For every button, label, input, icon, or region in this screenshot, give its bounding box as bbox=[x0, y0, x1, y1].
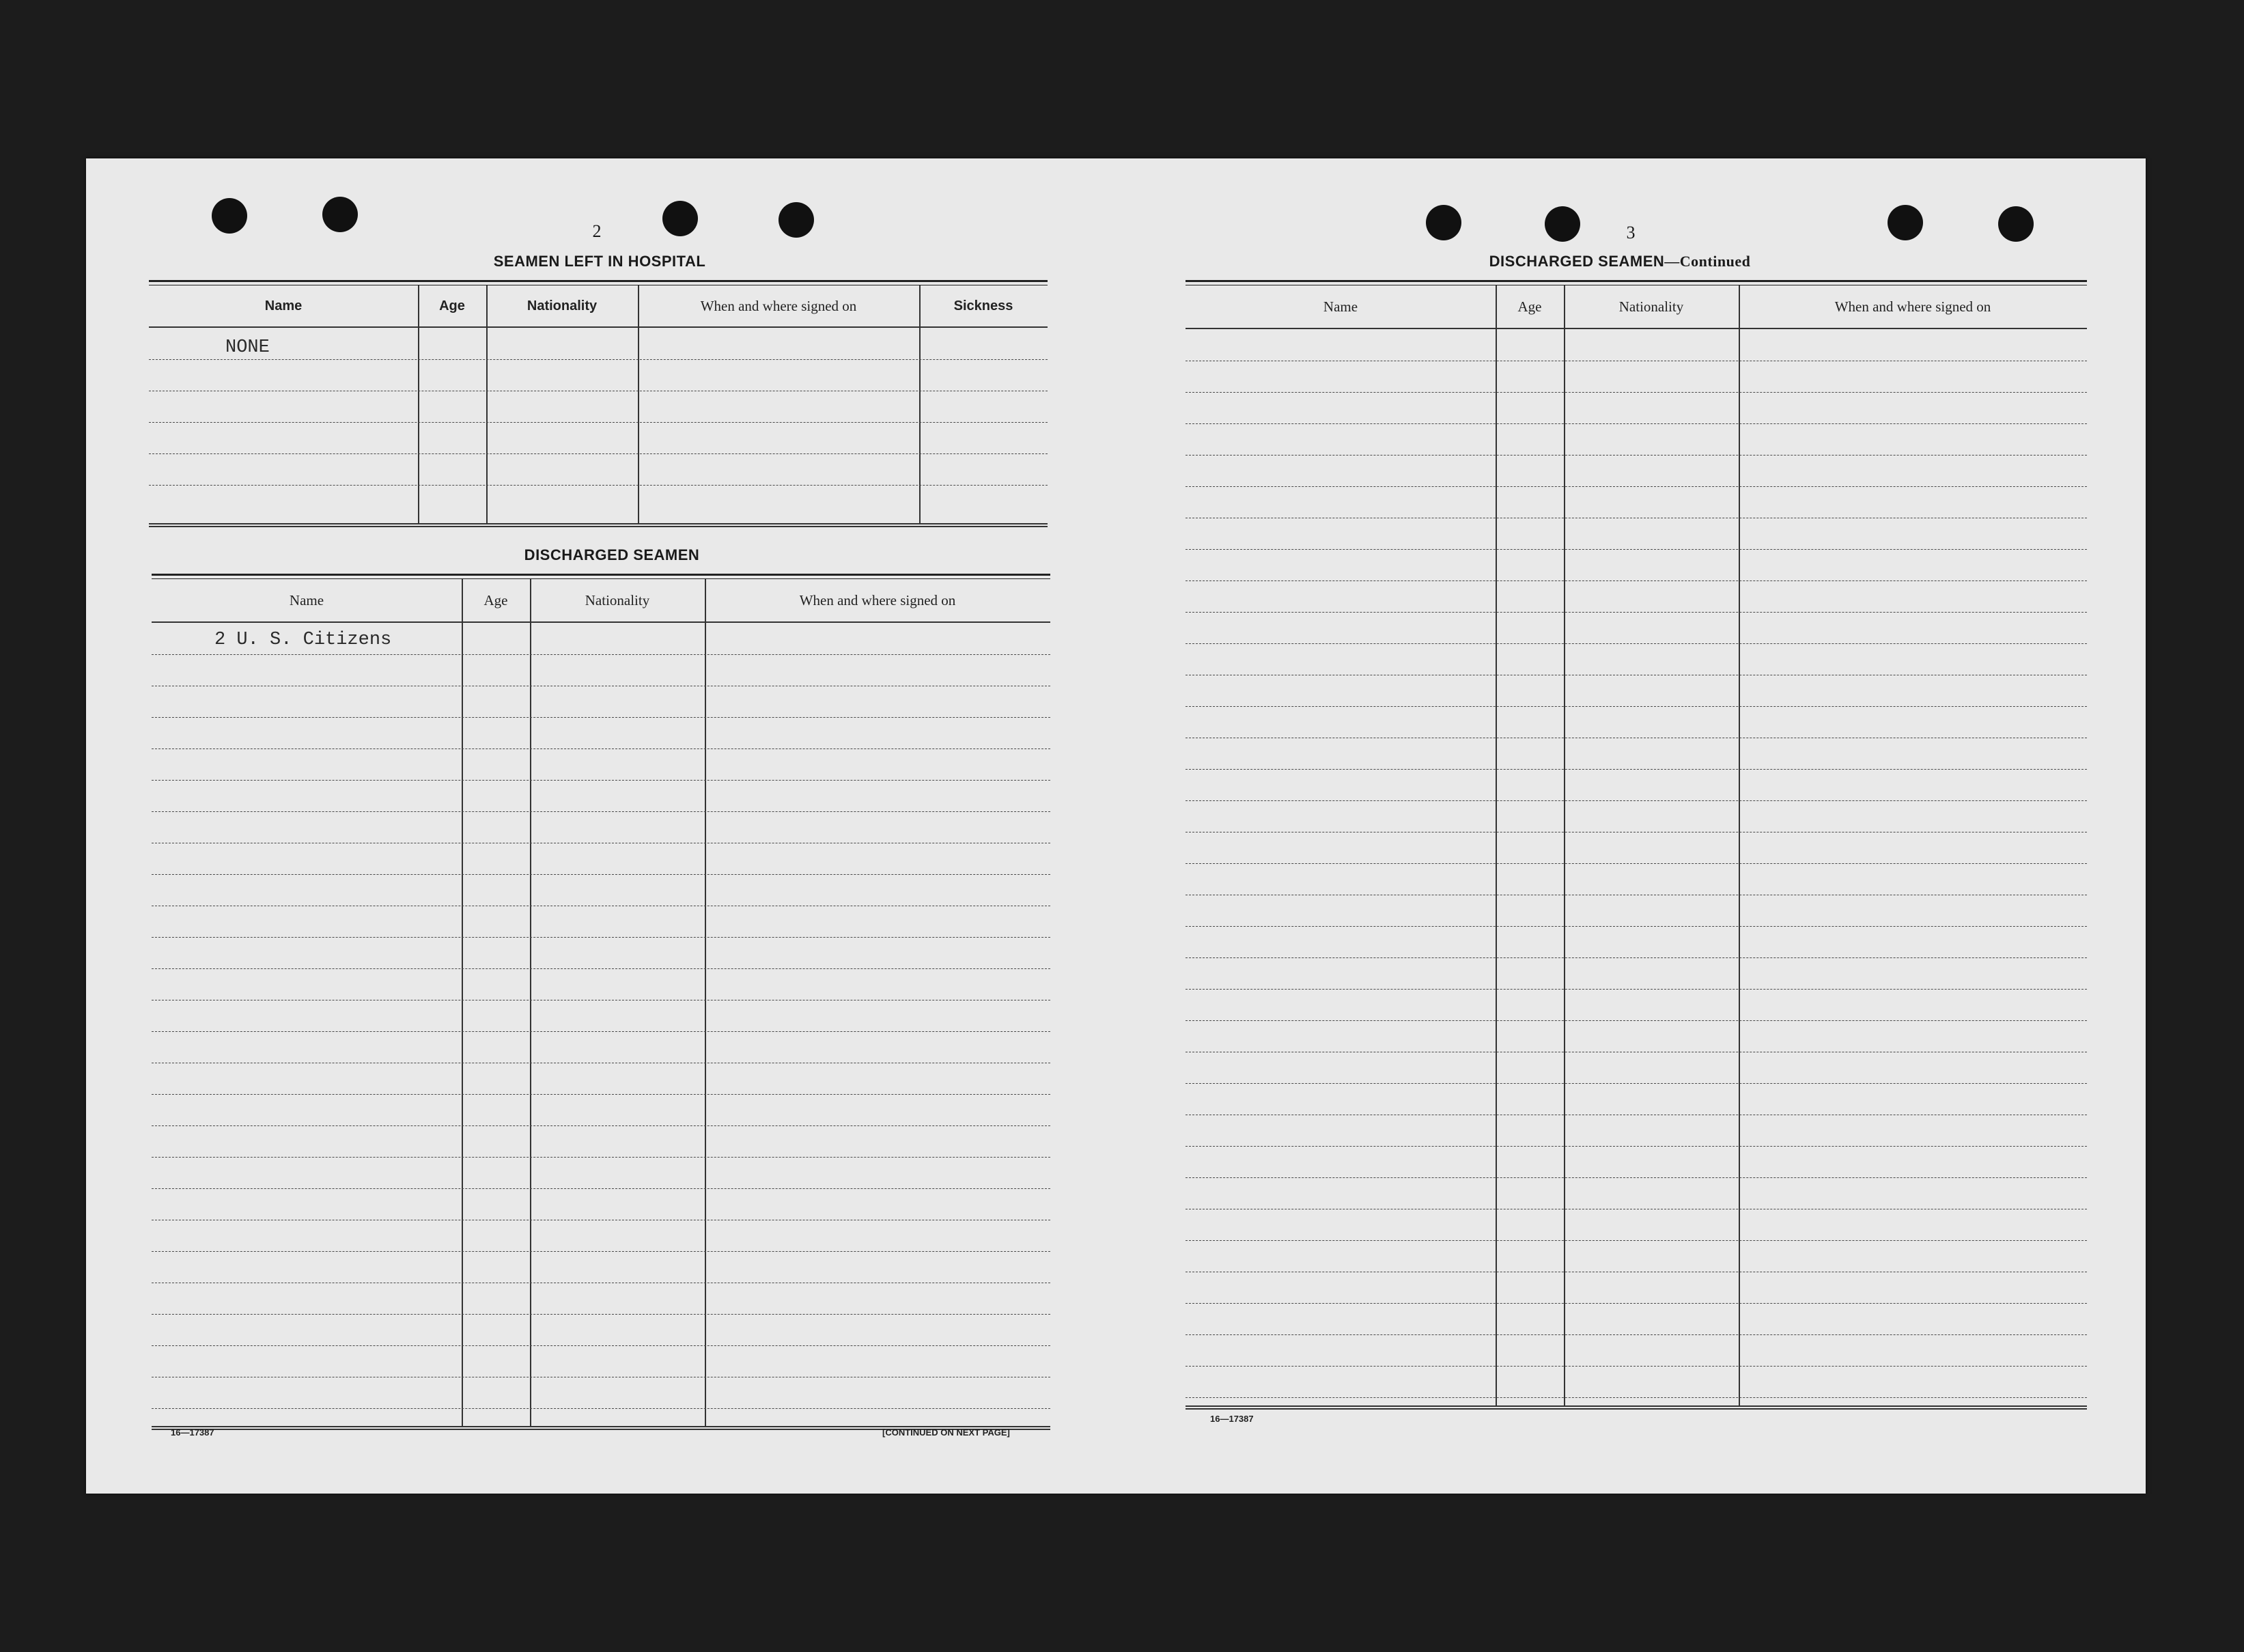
punch-hole bbox=[662, 201, 698, 236]
column-divider bbox=[418, 285, 419, 523]
column-header-signed-on: When and where signed on bbox=[1834, 298, 1991, 315]
table-header-row bbox=[152, 579, 1050, 623]
discharged-section-title: DISCHARGED SEAMEN bbox=[524, 546, 700, 563]
column-header-signed-on: When and where signed on bbox=[799, 591, 956, 608]
ruled-line bbox=[149, 485, 1048, 486]
table-top-rule bbox=[149, 280, 1048, 285]
discharged-table bbox=[152, 574, 1050, 1430]
ruled-line bbox=[1186, 612, 2087, 613]
ruled-line bbox=[152, 717, 1050, 718]
ruled-line bbox=[1186, 1240, 2087, 1241]
ruled-line bbox=[152, 1408, 1050, 1409]
punch-hole bbox=[212, 198, 247, 234]
column-header-name: Name bbox=[264, 298, 303, 313]
ruled-line bbox=[1186, 706, 2087, 707]
ruled-line bbox=[1186, 455, 2087, 456]
ruled-line bbox=[1186, 769, 2087, 770]
right-section-title bbox=[1489, 253, 1751, 270]
ruled-line bbox=[1186, 1177, 2087, 1178]
column-header-name: Name bbox=[1323, 298, 1358, 315]
ruled-line bbox=[149, 359, 1048, 360]
ruled-line bbox=[152, 1157, 1050, 1158]
discharged-continued-table bbox=[1186, 280, 2087, 1410]
column-header-nationality: Nationality bbox=[1618, 298, 1684, 315]
hospital-table bbox=[149, 280, 1048, 527]
right-section-title-text: DISCHARGED SEAMEN bbox=[1489, 253, 1665, 270]
ruled-line bbox=[1186, 1397, 2087, 1398]
ruled-line bbox=[1186, 643, 2087, 644]
column-header-sickness: Sickness bbox=[953, 298, 1013, 313]
table-header-row bbox=[149, 285, 1048, 328]
ruled-line bbox=[149, 453, 1048, 454]
right-section-title-continued: —Continued bbox=[1664, 253, 1751, 270]
column-divider bbox=[530, 579, 531, 1426]
column-header-signed-on: When and where signed on bbox=[700, 297, 857, 314]
ruled-line bbox=[1186, 863, 2087, 864]
column-divider bbox=[919, 285, 921, 523]
ruled-line bbox=[1186, 1366, 2087, 1367]
column-divider bbox=[1739, 285, 1740, 1405]
ruled-line bbox=[1186, 580, 2087, 581]
column-header-name: Name bbox=[289, 591, 324, 608]
ruled-line bbox=[1186, 1083, 2087, 1084]
form-code-left: 16—17387 bbox=[171, 1427, 214, 1438]
table-top-rule bbox=[152, 574, 1050, 579]
ruled-line bbox=[1186, 423, 2087, 424]
punch-hole bbox=[1545, 206, 1580, 242]
page-number-left: 2 bbox=[592, 221, 602, 241]
hospital-entry: NONE bbox=[225, 337, 270, 358]
punch-hole bbox=[1888, 205, 1923, 240]
form-code-right: 16—17387 bbox=[1210, 1414, 1254, 1424]
ruled-line bbox=[1186, 1146, 2087, 1147]
ruled-line bbox=[1186, 800, 2087, 801]
ruled-line bbox=[152, 748, 1050, 749]
column-header-age: Age bbox=[1517, 298, 1542, 315]
punch-hole bbox=[1426, 205, 1461, 240]
table-header-row bbox=[1186, 285, 2087, 329]
ruled-line bbox=[152, 1251, 1050, 1252]
hospital-section-title: SEAMEN LEFT IN HOSPITAL bbox=[493, 253, 706, 270]
ruled-line bbox=[1186, 1303, 2087, 1304]
column-divider bbox=[638, 285, 639, 523]
table-bottom-rule bbox=[1186, 1405, 2087, 1410]
ruled-line bbox=[152, 1188, 1050, 1189]
punch-hole bbox=[779, 202, 814, 238]
ruled-line bbox=[152, 811, 1050, 812]
page-number-right: 3 bbox=[1626, 223, 1636, 242]
ruled-line bbox=[1186, 989, 2087, 990]
punch-hole bbox=[322, 197, 358, 232]
ruled-line bbox=[149, 422, 1048, 423]
column-header-nationality: Nationality bbox=[527, 298, 598, 313]
punch-hole bbox=[1998, 206, 2034, 242]
ruled-line bbox=[152, 1094, 1050, 1095]
ruled-line bbox=[152, 968, 1050, 969]
ruled-line bbox=[152, 1031, 1050, 1032]
record-sheet bbox=[86, 158, 2146, 1494]
column-divider bbox=[1564, 285, 1565, 1405]
ruled-line bbox=[1186, 1334, 2087, 1335]
ruled-line bbox=[152, 1345, 1050, 1346]
column-header-age: Age bbox=[483, 591, 508, 608]
column-header-age: Age bbox=[439, 298, 465, 313]
ruled-line bbox=[152, 1314, 1050, 1315]
ruled-line bbox=[152, 1125, 1050, 1126]
ruled-line bbox=[152, 874, 1050, 875]
column-divider bbox=[486, 285, 488, 523]
ruled-line bbox=[152, 937, 1050, 938]
table-top-rule bbox=[1186, 280, 2087, 285]
ruled-line bbox=[152, 654, 1050, 655]
ruled-line bbox=[1186, 926, 2087, 927]
ruled-line bbox=[1186, 486, 2087, 487]
ruled-line bbox=[152, 780, 1050, 781]
continued-note: [CONTINUED ON NEXT PAGE] bbox=[882, 1427, 1010, 1438]
table-bottom-rule bbox=[149, 523, 1048, 527]
column-divider bbox=[462, 579, 463, 1426]
discharged-entry: 2 U. S. Citizens bbox=[214, 630, 392, 650]
ruled-line bbox=[1186, 392, 2087, 393]
column-divider bbox=[1496, 285, 1497, 1405]
ruled-line bbox=[1186, 1020, 2087, 1021]
ruled-line bbox=[1186, 549, 2087, 550]
column-divider bbox=[705, 579, 706, 1426]
column-header-nationality: Nationality bbox=[585, 591, 650, 608]
ruled-line bbox=[1186, 957, 2087, 958]
